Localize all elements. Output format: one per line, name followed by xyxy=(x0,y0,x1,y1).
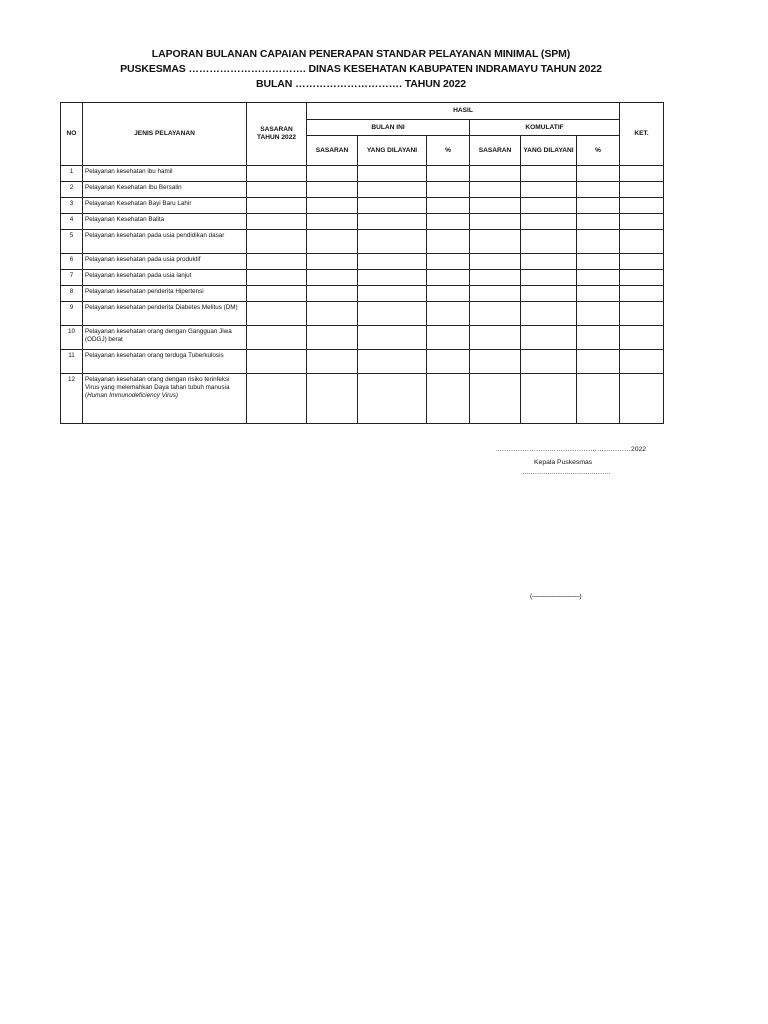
empty-cell[interactable] xyxy=(307,350,358,374)
empty-cell[interactable] xyxy=(577,182,620,198)
empty-cell[interactable] xyxy=(521,198,577,214)
empty-cell[interactable] xyxy=(307,166,358,182)
empty-cell[interactable] xyxy=(470,270,521,286)
report-title: LAPORAN BULANAN CAPAIAN PENERAPAN STANDAR PELAYANAN MINIMAL (SPM) xyxy=(151,48,571,60)
empty-cell[interactable] xyxy=(247,182,307,198)
header-jenis-pelayanan: JENIS PELAYANAN xyxy=(83,103,247,166)
empty-cell[interactable] xyxy=(247,350,307,374)
empty-cell[interactable] xyxy=(521,182,577,198)
header-yang-dilayani-bulan: YANG DILAYANI xyxy=(358,136,427,166)
empty-cell[interactable] xyxy=(521,326,577,350)
row-jenis-pelayanan xyxy=(83,270,247,286)
empty-cell[interactable] xyxy=(358,270,427,286)
empty-cell[interactable] xyxy=(521,254,577,270)
empty-cell[interactable] xyxy=(358,230,427,254)
row-jenis-pelayanan xyxy=(83,374,247,424)
empty-cell[interactable] xyxy=(427,166,470,182)
header-bulan-ini: BULAN INI xyxy=(307,120,470,136)
row-number: 7 xyxy=(61,270,83,286)
empty-cell[interactable] xyxy=(470,230,521,254)
row-jenis-pelayanan xyxy=(83,326,247,350)
row-jenis-text: Pelayanan Kesehatan Ibu Bersalin xyxy=(85,184,182,191)
empty-cell[interactable] xyxy=(358,350,427,374)
table-row xyxy=(61,214,664,230)
report-header xyxy=(0,47,722,92)
empty-cell[interactable] xyxy=(470,214,521,230)
empty-cell[interactable] xyxy=(577,214,620,230)
row-number: 10 xyxy=(61,326,83,350)
empty-cell[interactable] xyxy=(307,182,358,198)
empty-cell[interactable] xyxy=(307,302,358,326)
empty-cell[interactable] xyxy=(470,182,521,198)
table-row xyxy=(61,350,664,374)
header-persen-komulatif: % xyxy=(577,136,620,166)
row-jenis-text: Pelayanan Kesehatan Balita xyxy=(85,216,165,223)
row-jenis-pelayanan xyxy=(83,214,247,230)
empty-cell[interactable] xyxy=(358,326,427,350)
empty-cell[interactable] xyxy=(307,214,358,230)
row-jenis-text: Pelayanan kesehatan orang dengan Gangguan Jiwa (ODGJ) berat xyxy=(85,328,232,344)
empty-cell[interactable] xyxy=(427,326,470,350)
header-komulatif: KOMULATIF xyxy=(470,120,620,136)
empty-cell[interactable] xyxy=(247,286,307,302)
signature-puskesmas-line: …………………………………… xyxy=(522,469,611,476)
row-jenis-text: Pelayanan kesehatan orang dengan risiko terinfeksi Virus yang melemahkan Daya tahan tubuh manusia ( xyxy=(85,376,230,400)
empty-cell[interactable] xyxy=(620,350,664,374)
report-subtitle-puskesmas: PUSKESMAS ……………………………. DINAS KESEHATAN KABUPATEN INDRAMAYU TAHUN 2022 xyxy=(120,63,602,75)
empty-cell[interactable] xyxy=(358,214,427,230)
empty-cell[interactable] xyxy=(470,374,521,424)
row-jenis-pelayanan xyxy=(83,230,247,254)
empty-cell[interactable] xyxy=(247,374,307,424)
table-row xyxy=(61,286,664,302)
empty-cell[interactable] xyxy=(247,214,307,230)
empty-cell[interactable] xyxy=(620,182,664,198)
empty-cell[interactable] xyxy=(307,230,358,254)
row-number: 2 xyxy=(61,182,83,198)
empty-cell[interactable] xyxy=(620,374,664,424)
row-jenis-pelayanan xyxy=(83,286,247,302)
empty-cell[interactable] xyxy=(577,230,620,254)
row-jenis-text: Pelayanan kesehatan ibu hamil xyxy=(85,168,173,175)
empty-cell[interactable] xyxy=(358,166,427,182)
empty-cell[interactable] xyxy=(427,254,470,270)
row-jenis-italic-text: Human Immunodeficiency Virus) xyxy=(87,392,178,400)
header-sasaran-tahun: SASARAN TAHUN 2022 xyxy=(247,103,307,166)
empty-cell[interactable] xyxy=(620,230,664,254)
spm-table-body xyxy=(61,166,664,424)
row-number: 9 xyxy=(61,302,83,326)
table-row xyxy=(61,254,664,270)
empty-cell[interactable] xyxy=(358,182,427,198)
row-number: 11 xyxy=(61,350,83,374)
empty-cell[interactable] xyxy=(358,198,427,214)
row-jenis-text: Pelayanan Kesehatan Bayi Baru Lahir xyxy=(85,200,192,207)
header-yang-dilayani-komulatif: YANG DILAYANI xyxy=(521,136,577,166)
empty-cell[interactable] xyxy=(577,270,620,286)
empty-cell[interactable] xyxy=(470,302,521,326)
empty-cell[interactable] xyxy=(427,374,470,424)
empty-cell[interactable] xyxy=(307,374,358,424)
empty-cell[interactable] xyxy=(307,270,358,286)
signature-name-placeholder: (---------------------------) xyxy=(530,593,582,600)
row-jenis-pelayanan xyxy=(83,166,247,182)
empty-cell[interactable] xyxy=(521,374,577,424)
empty-cell[interactable] xyxy=(247,166,307,182)
row-number: 1 xyxy=(61,166,83,182)
empty-cell[interactable] xyxy=(521,302,577,326)
row-jenis-text: Pelayanan kesehatan pada usia lanjut xyxy=(85,272,192,279)
empty-cell[interactable] xyxy=(620,166,664,182)
row-jenis-text: Pelayanan kesehatan pada usia pendidikan dasar xyxy=(85,232,225,239)
table-row xyxy=(61,326,664,350)
empty-cell[interactable] xyxy=(427,198,470,214)
row-jenis-pelayanan xyxy=(83,350,247,374)
empty-cell[interactable] xyxy=(358,286,427,302)
empty-cell[interactable] xyxy=(470,326,521,350)
header-sasaran-komulatif: SASARAN xyxy=(470,136,521,166)
empty-cell[interactable] xyxy=(577,350,620,374)
empty-cell[interactable] xyxy=(521,166,577,182)
empty-cell[interactable] xyxy=(427,270,470,286)
empty-cell[interactable] xyxy=(577,302,620,326)
empty-cell[interactable] xyxy=(577,374,620,424)
empty-cell[interactable] xyxy=(358,302,427,326)
row-number: 3 xyxy=(61,198,83,214)
row-jenis-pelayanan xyxy=(83,302,247,326)
empty-cell[interactable] xyxy=(247,326,307,350)
empty-cell[interactable] xyxy=(470,254,521,270)
empty-cell[interactable] xyxy=(577,254,620,270)
empty-cell[interactable] xyxy=(427,214,470,230)
empty-cell[interactable] xyxy=(470,198,521,214)
row-jenis-text: Pelayanan kesehatan orang terduga Tuberkulosis xyxy=(85,352,224,359)
empty-cell[interactable] xyxy=(247,270,307,286)
empty-cell[interactable] xyxy=(620,302,664,326)
empty-cell[interactable] xyxy=(470,286,521,302)
empty-cell[interactable] xyxy=(358,374,427,424)
table-row xyxy=(61,270,664,286)
empty-cell[interactable] xyxy=(577,198,620,214)
header-persen-bulan: % xyxy=(427,136,470,166)
table-row xyxy=(61,182,664,198)
table-row xyxy=(61,198,664,214)
empty-cell[interactable] xyxy=(620,270,664,286)
empty-cell[interactable] xyxy=(521,350,577,374)
signature-title: Kepala Puskesmas xyxy=(534,459,593,466)
row-jenis-text: Pelayanan kesehatan pada usia produktif xyxy=(85,256,201,263)
row-number: 12 xyxy=(61,374,83,424)
empty-cell[interactable] xyxy=(427,286,470,302)
empty-cell[interactable] xyxy=(307,326,358,350)
empty-cell[interactable] xyxy=(470,350,521,374)
empty-cell[interactable] xyxy=(470,166,521,182)
empty-cell[interactable] xyxy=(247,198,307,214)
table-row xyxy=(61,166,664,182)
row-jenis-text: Pelayanan kesehatan penderita Hipertensi xyxy=(85,288,204,295)
row-jenis-pelayanan xyxy=(83,254,247,270)
empty-cell[interactable] xyxy=(307,286,358,302)
empty-cell[interactable] xyxy=(620,214,664,230)
table-row xyxy=(61,302,664,326)
empty-cell[interactable] xyxy=(620,326,664,350)
table-row xyxy=(61,374,664,424)
report-subtitle-bulan: BULAN …………………………. TAHUN 2022 xyxy=(256,78,466,90)
signature-date: ……………………………………………………2022 xyxy=(495,446,647,453)
empty-cell[interactable] xyxy=(307,198,358,214)
empty-cell[interactable] xyxy=(521,286,577,302)
spm-table xyxy=(60,102,664,424)
empty-cell[interactable] xyxy=(247,254,307,270)
empty-cell[interactable] xyxy=(577,166,620,182)
header-no: NO xyxy=(61,103,83,166)
empty-cell[interactable] xyxy=(427,182,470,198)
row-number: 5 xyxy=(61,230,83,254)
row-number: 8 xyxy=(61,286,83,302)
row-jenis-text: Pelayanan kesehatan penderita Diabetes Melitus (DM) xyxy=(85,304,238,311)
row-number: 6 xyxy=(61,254,83,270)
empty-cell[interactable] xyxy=(620,254,664,270)
header-ket: KET. xyxy=(620,103,664,166)
empty-cell[interactable] xyxy=(521,214,577,230)
empty-cell[interactable] xyxy=(620,286,664,302)
row-jenis-pelayanan xyxy=(83,198,247,214)
empty-cell[interactable] xyxy=(577,286,620,302)
empty-cell[interactable] xyxy=(427,302,470,326)
empty-cell[interactable] xyxy=(427,350,470,374)
empty-cell[interactable] xyxy=(247,302,307,326)
empty-cell[interactable] xyxy=(521,270,577,286)
empty-cell[interactable] xyxy=(427,230,470,254)
row-jenis-pelayanan xyxy=(83,182,247,198)
row-number: 4 xyxy=(61,214,83,230)
header-hasil: HASIL xyxy=(307,103,620,120)
table-row xyxy=(61,230,664,254)
header-sasaran-bulan: SASARAN xyxy=(307,136,358,166)
empty-cell[interactable] xyxy=(247,230,307,254)
empty-cell[interactable] xyxy=(521,230,577,254)
empty-cell[interactable] xyxy=(358,254,427,270)
empty-cell[interactable] xyxy=(307,254,358,270)
empty-cell[interactable] xyxy=(577,326,620,350)
empty-cell[interactable] xyxy=(620,198,664,214)
